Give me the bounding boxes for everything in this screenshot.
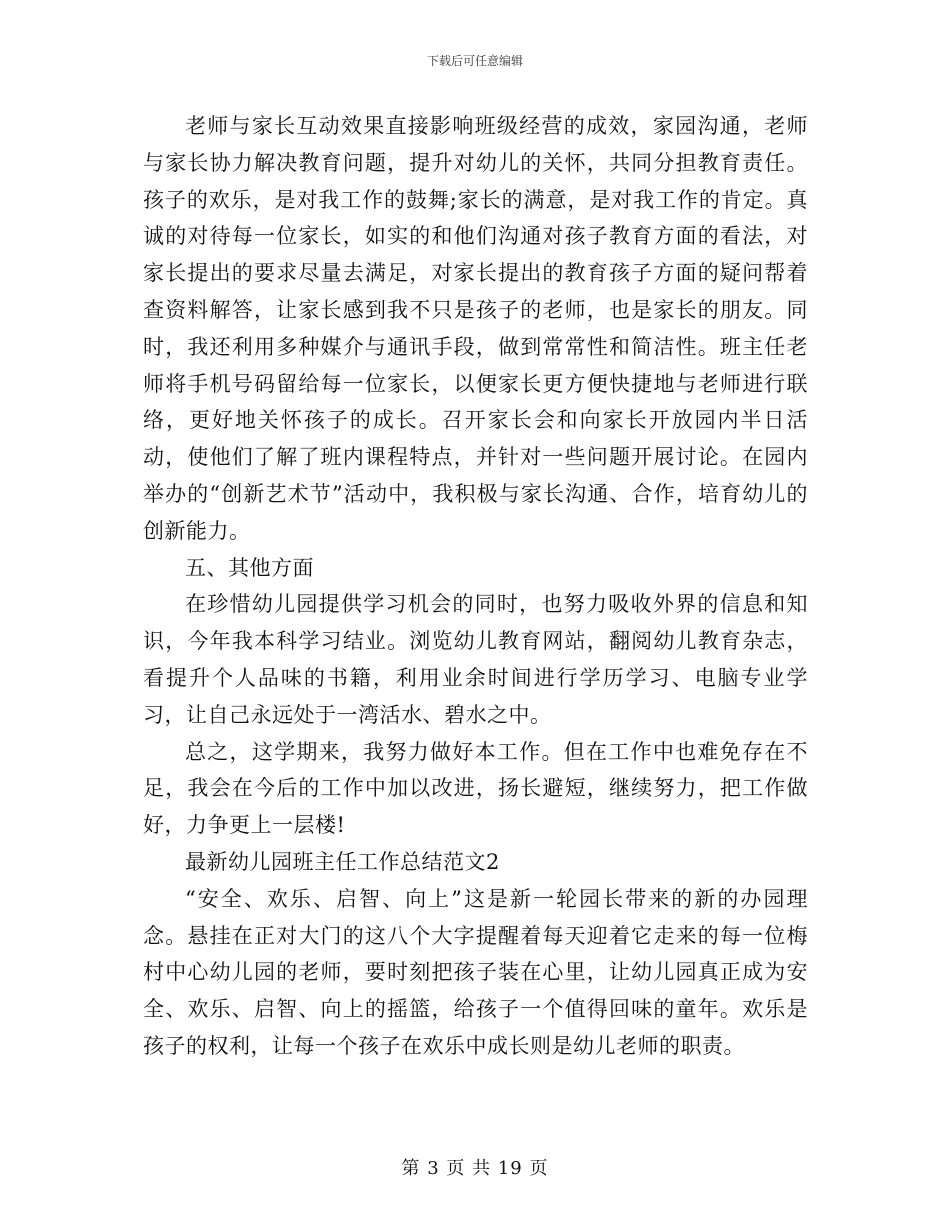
page-number: 第 3 页 共 19 页 xyxy=(401,1158,549,1179)
section-heading-other-aspects: 五、其他方面 xyxy=(185,555,314,580)
paragraph-learning: 在珍惜幼儿园提供学习机会的同时，也努力吸收外界的信息和知识，今年我本科学习结业。浏览幼儿教育网站，翻阅幼儿教育杂志，看提升个人品味的书籍，利用业余时间进行学历学习、电脑专业学习，让自己永远处于一湾活水、碧水之中。 xyxy=(143,592,808,727)
article-title-2: 最新幼儿园班主任工作总结范文2 xyxy=(185,849,500,874)
paragraph-home-school-communication: 老师与家长互动效果直接影响班级经营的成效，家园沟通，老师与家长协力解决教育问题，提升对幼儿的关怀，共同分担教育责任。孩子的欢乐，是对我工作的鼓舞;家长的满意，是对我工作的肯定。真诚的对待每一位家长，如实的和他们沟通对孩子教育方面的看法，对家长提出的要求尽量去满足，对家长提出的教育孩子方面的疑问帮着查资料解答，让家长感到我不只是孩子的老师，也是家长的朋友。同时，我还利用多种媒介与通讯手段，做到常常性和简洁性。班主任老师将手机号码留给每一位家长，以便家长更方便快捷地与老师进行联络，更好地关怀孩子的成长。召开家长会和向家长开放园内半日活动，使他们了解了班内课程特点，并针对一些问题开展讨论。在园内举办的“创新艺术节”活动中，我积极与家长沟通、合作，培育幼儿的创新能力。 xyxy=(143,114,808,543)
paragraph-philosophy: “安全、欢乐、启智、向上”这是新一轮园长带来的新的办园理念。悬挂在正对大门的这八个大字提醒着每天迎着它走来的每一位梅村中心幼儿园的老师，要时刻把孩子装在心里，让幼儿园真正成为安全、欢乐、启智、向上的摇篮，给孩子一个值得回味的童年。欢乐是孩子的权利，让每一个孩子在欢乐中成长则是幼儿老师的职责。 xyxy=(143,886,808,1058)
document-body xyxy=(143,108,808,1065)
paragraph-summary: 总之，这学期来，我努力做好本工作。但在工作中也难免存在不足，我会在今后的工作中加以改进，扬长避短，继续努力，把工作做好，力争更上一层楼! xyxy=(143,739,808,838)
page-header: 下载后可任意编辑 xyxy=(426,54,523,68)
